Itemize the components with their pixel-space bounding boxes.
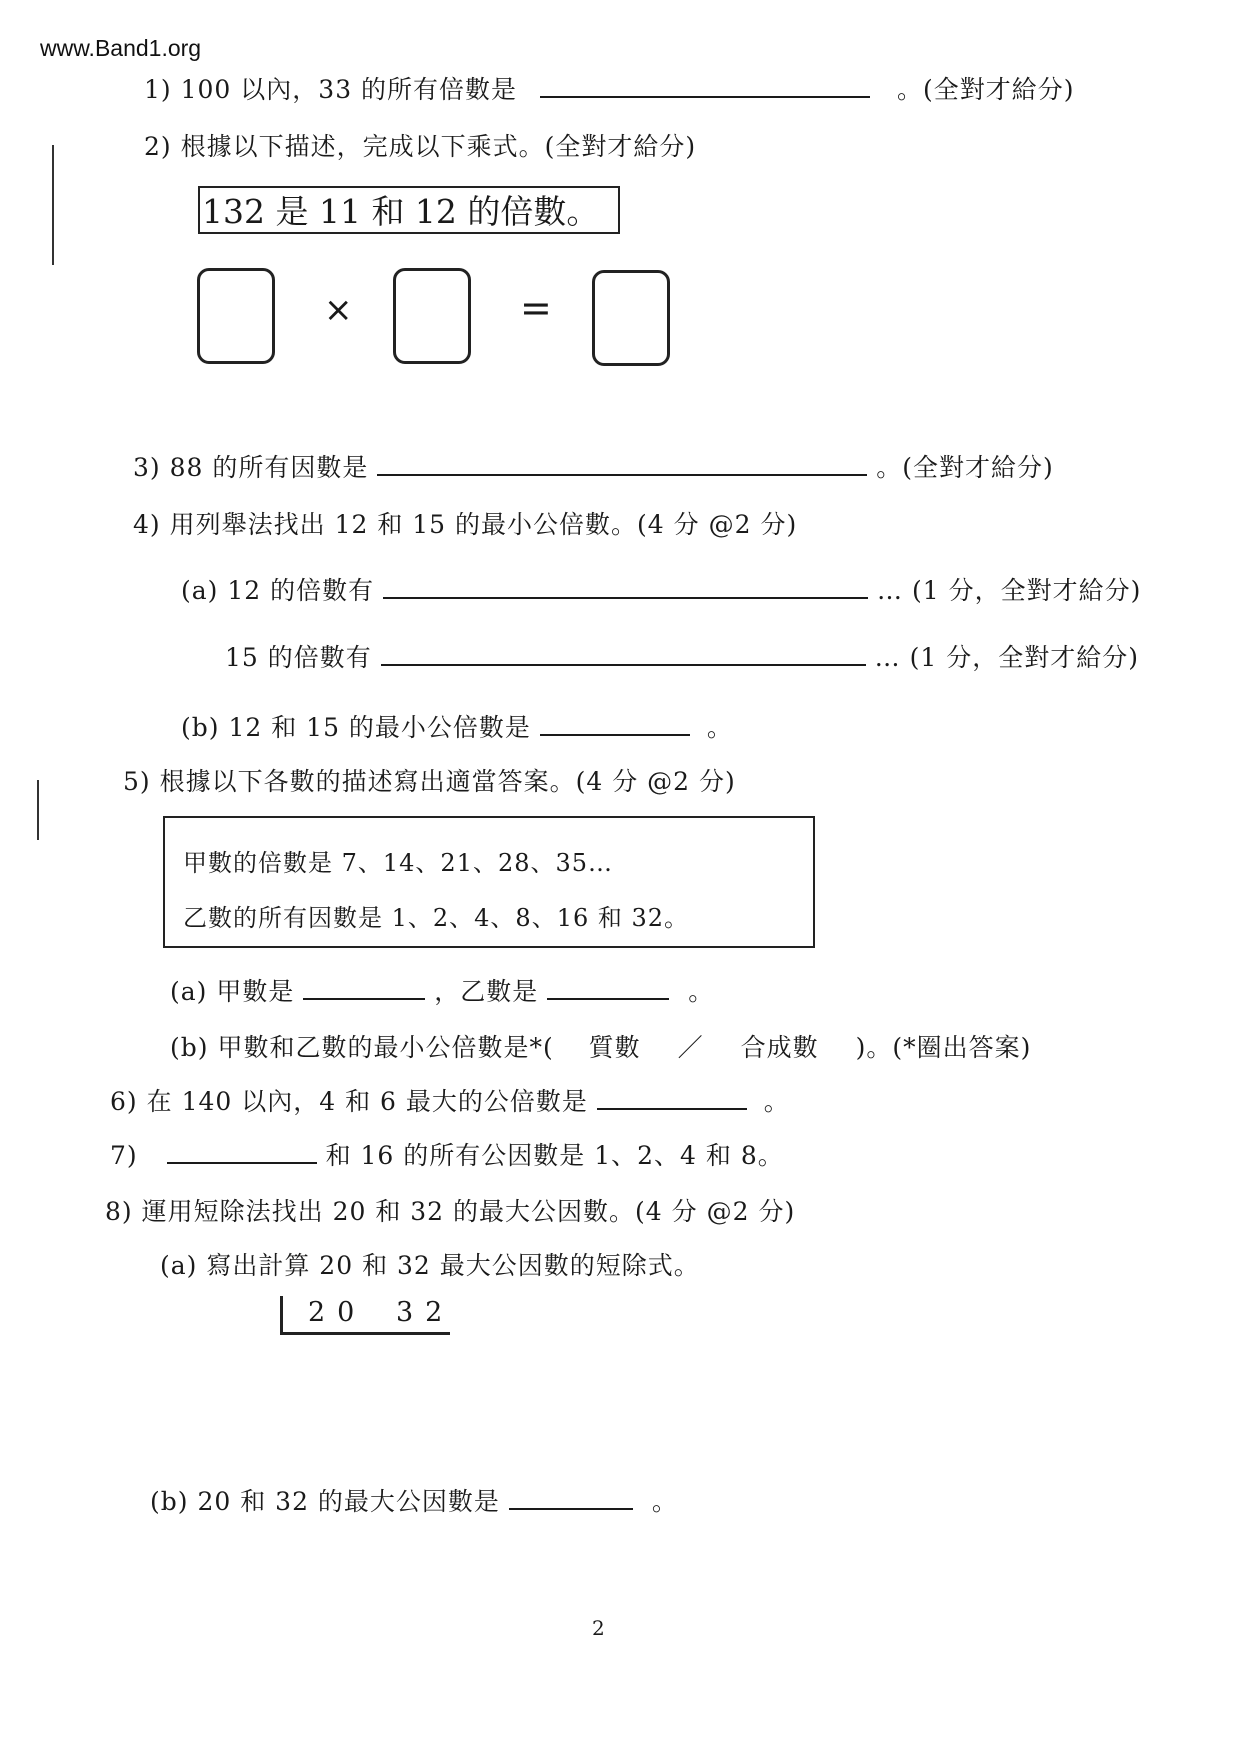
q4-number: 4) bbox=[133, 510, 161, 539]
q4-part-a1 bbox=[181, 571, 1141, 607]
q8-text: 運用短除法找出 20 和 32 的最大公因數。(4 分 @2 分) bbox=[141, 1197, 796, 1226]
q6-number: 6) bbox=[110, 1087, 138, 1116]
q5-option-composite[interactable]: 合成數 bbox=[740, 1033, 819, 1062]
q5-b-tail: )。(*圈出答案) bbox=[855, 1033, 1032, 1062]
q5-slash: ／ bbox=[677, 1033, 704, 1062]
q4-a1-label: (a) 12 的倍數有 bbox=[181, 576, 375, 605]
q4-a1-blank[interactable] bbox=[383, 575, 868, 599]
q5-a-tail: 。 bbox=[688, 977, 715, 1006]
question-6 bbox=[110, 1082, 790, 1118]
q8-number: 8) bbox=[105, 1197, 133, 1226]
q2-text: 根據以下描述，完成以下乘式。(全對才給分) bbox=[180, 132, 697, 161]
q5-text: 根據以下各數的描述寫出適當答案。(4 分 @2 分) bbox=[159, 767, 736, 796]
margin-mark bbox=[52, 145, 54, 265]
q5-option-prime[interactable]: 質數 bbox=[588, 1033, 641, 1062]
question-4 bbox=[133, 505, 797, 541]
question-1 bbox=[144, 70, 1074, 106]
q7-text: 和 16 的所有公因數是 1、2、4 和 8。 bbox=[325, 1141, 784, 1170]
question-2 bbox=[144, 127, 696, 163]
q5-part-a bbox=[170, 972, 714, 1008]
q5-number: 5) bbox=[123, 767, 151, 796]
q6-text: 在 140 以內，4 和 6 最大的公倍數是 bbox=[146, 1087, 588, 1116]
dividend-32: 32 bbox=[396, 1297, 455, 1328]
q7-number: 7) bbox=[110, 1141, 138, 1170]
q4-b-blank[interactable] bbox=[540, 712, 690, 736]
q5-a-blank-1[interactable] bbox=[303, 976, 425, 1000]
dividend-20: 20 bbox=[308, 1297, 367, 1328]
q5-part-b bbox=[170, 1028, 1031, 1064]
q4-a2-tail: … (1 分，全對才給分) bbox=[874, 643, 1139, 672]
q4-a2-blank[interactable] bbox=[381, 642, 866, 666]
q4-text: 用列舉法找出 12 和 15 的最小公倍數。(4 分 @2 分) bbox=[169, 510, 798, 539]
q4-b-tail: 。 bbox=[706, 713, 733, 742]
q2-answer-box-1[interactable] bbox=[197, 268, 275, 364]
q8-b-label: (b) 20 和 32 的最大公因數是 bbox=[150, 1487, 500, 1516]
q7-answer-blank[interactable] bbox=[167, 1140, 317, 1164]
short-division-vertical bbox=[280, 1296, 283, 1334]
q4-part-a2 bbox=[225, 638, 1139, 674]
q1-text: 100 以內，33 的所有倍數是 bbox=[180, 75, 518, 104]
q4-a1-tail: … (1 分，全對才給分) bbox=[877, 576, 1142, 605]
q2-answer-box-2[interactable] bbox=[393, 268, 471, 364]
q4-part-b bbox=[181, 708, 733, 744]
q1-answer-blank[interactable] bbox=[540, 74, 870, 98]
q2-statement: 132 是 11 和 12 的倍數。 bbox=[202, 192, 600, 231]
q1-tail: 。(全對才給分) bbox=[896, 75, 1075, 104]
q2-number: 2) bbox=[144, 132, 172, 161]
margin-mark bbox=[37, 780, 39, 840]
q2-answer-box-3[interactable] bbox=[592, 270, 670, 366]
q3-text: 88 的所有因數是 bbox=[169, 453, 369, 482]
question-7 bbox=[110, 1136, 784, 1172]
q1-number: 1) bbox=[144, 75, 172, 104]
q5-a-label: (a) 甲數是 bbox=[170, 977, 295, 1006]
q4-a2-label: 15 的倍數有 bbox=[225, 643, 372, 672]
question-5 bbox=[123, 762, 736, 798]
q3-answer-blank[interactable] bbox=[377, 452, 867, 476]
q8-b-blank[interactable] bbox=[509, 1486, 633, 1510]
q8-b-tail: 。 bbox=[651, 1487, 678, 1516]
short-division-horizontal bbox=[280, 1332, 450, 1335]
page-number: 2 bbox=[592, 1616, 605, 1640]
q6-tail: 。 bbox=[763, 1087, 790, 1116]
equals-sign: = bbox=[520, 286, 552, 330]
q8-part-a: (a) 寫出計算 20 和 32 最大公因數的短除式。 bbox=[160, 1251, 700, 1280]
q6-answer-blank[interactable] bbox=[597, 1086, 747, 1110]
q5-b-label: (b) 甲數和乙數的最小公倍數是*( bbox=[170, 1033, 554, 1062]
question-3 bbox=[133, 448, 1054, 484]
q3-number: 3) bbox=[133, 453, 161, 482]
q5-a-blank-2[interactable] bbox=[547, 976, 669, 1000]
q5-box-line-1: 甲數的倍數是 7、14、21、28、35… bbox=[183, 849, 614, 877]
q8-part-b bbox=[150, 1482, 678, 1518]
q5-a-label-2: ，乙數是 bbox=[434, 977, 539, 1006]
times-sign: × bbox=[324, 290, 353, 330]
watermark: www.Band1.org bbox=[40, 35, 202, 61]
q4-b-label: (b) 12 和 15 的最小公倍數是 bbox=[181, 713, 531, 742]
question-8 bbox=[105, 1192, 795, 1228]
q5-box-line-2: 乙數的所有因數是 1、2、4、8、16 和 32。 bbox=[183, 904, 690, 932]
q3-tail: 。(全對才給分) bbox=[876, 453, 1054, 482]
